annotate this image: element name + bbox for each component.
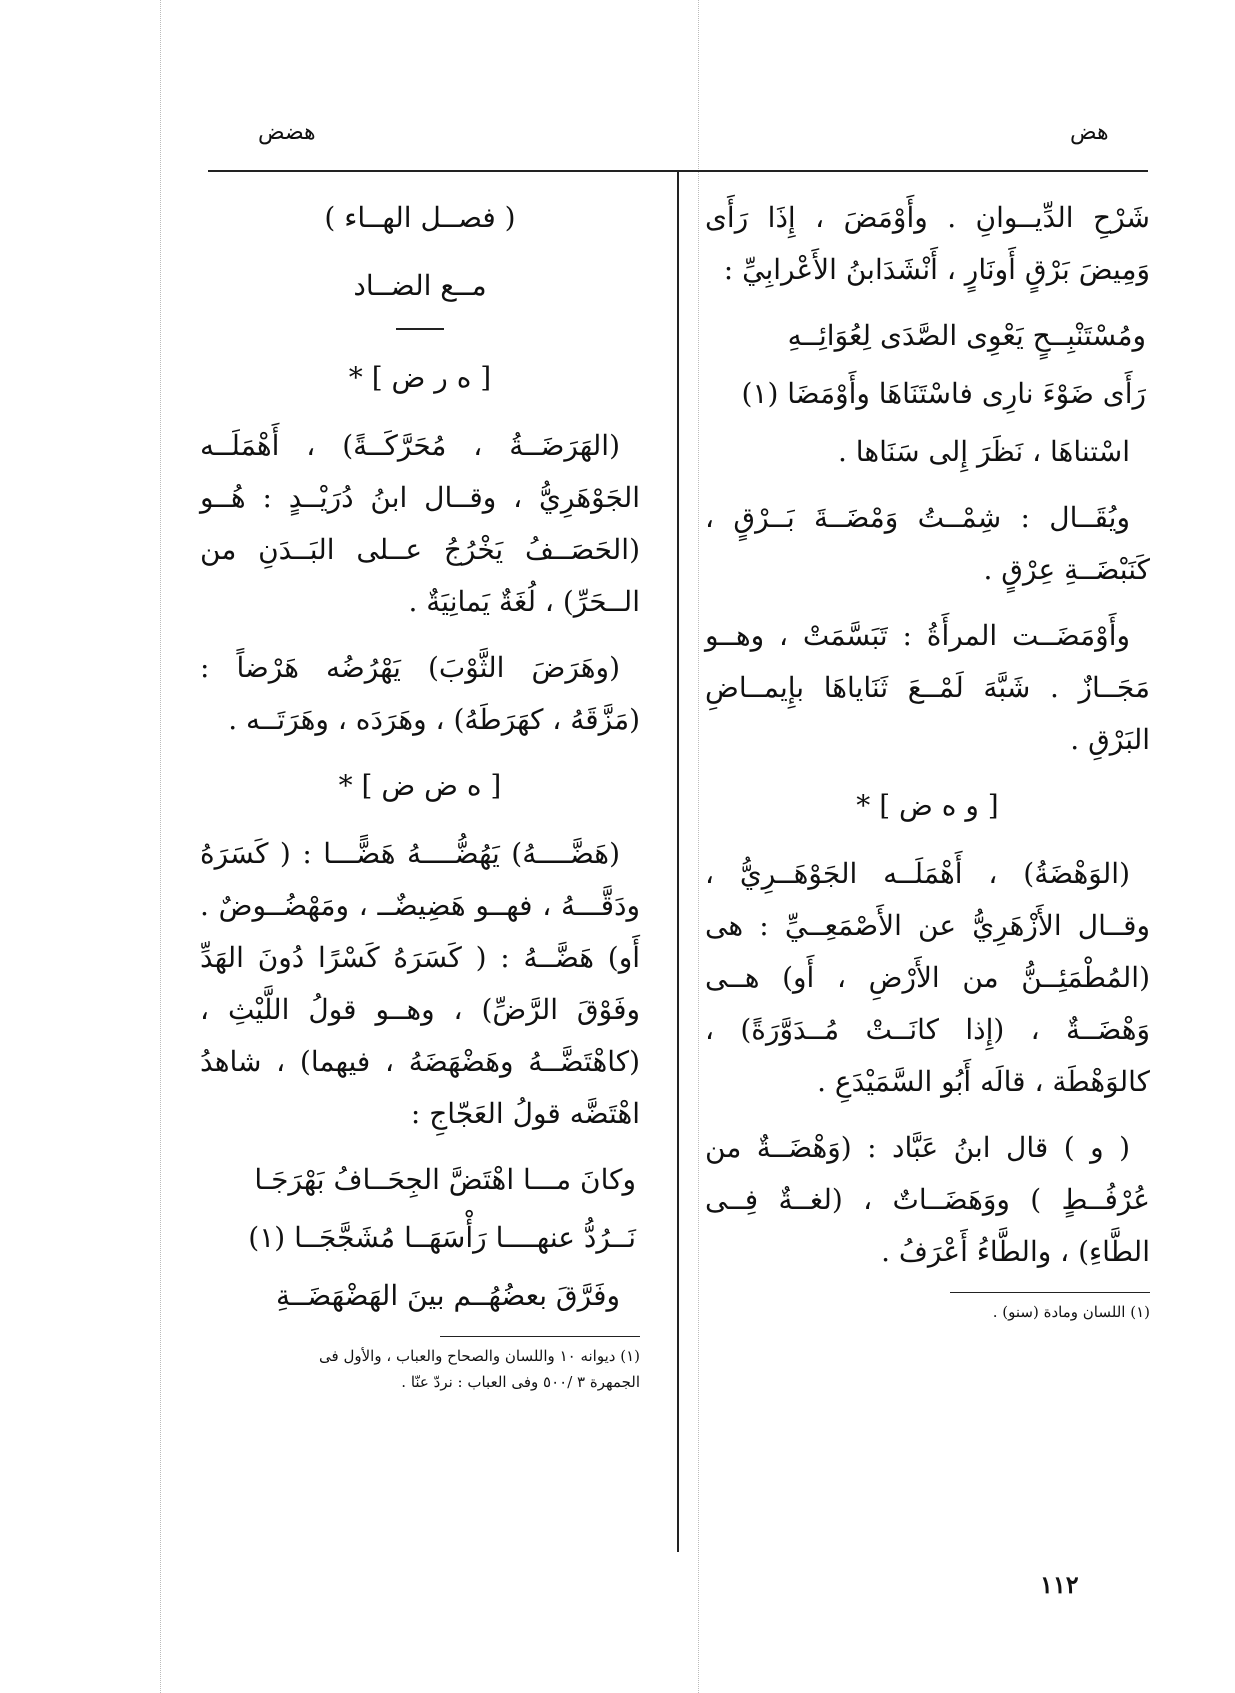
page-number: ١١٢ <box>1040 1570 1079 1599</box>
paragraph: (الوَهْضَةُ) ، أَهْمَلَــه الجَوْهَــرِيُّ ، وقــال الأَزْهَرِيُّ عن الأَصْمَعِــيِّ : هى (المُطْمَئِــنُّ من الأَرْضِ ، أَو) هــى وَهْضَــةٌ ، (إِذا كانَــتْ مُــدَوَّرَةً) ، كالوَهْطَة ، قالَه أَبُو السَّمَيْدَعِ . <box>705 857 1150 1098</box>
footnote-rule <box>440 1336 640 1337</box>
paragraph: ( و ) قال ابنُ عَبَّاد : (وَهْضَــةٌ من عُرْفُــطٍ ) ووَهَضَــاتٌ ، (لغــةٌ فِــى الطَّاءِ) ، والطَّاءُ أَعْرَفُ . <box>705 1131 1150 1268</box>
scan-guide-line <box>160 0 161 1693</box>
section-subtitle: مــع الضــاد <box>353 269 487 302</box>
paragraph: وأَوْمَضَــت المرأَةُ : تَبَسَّمَتْ ، وهــو مَجَــازٌ . شَبَّهَ لَمْــعَ ثَنَاياهَا بإِيمــاضِ البَرْقِ . <box>705 619 1150 756</box>
paragraph: ويُقَــال : شِمْــتُ وَمْضَــةَ بَــرْقٍ ، كَنَبْضَــةِ عِرْقٍ . <box>705 501 1150 586</box>
paragraph: وفَرَّقَ بعضُهُــم بينَ الهَضْهَضَــةِ <box>276 1279 620 1312</box>
verse-line: ومُسْتَنْبِــحٍ يَعْوِى الصَّدَى لِعُوَائِــهِ <box>787 319 1146 352</box>
running-head-left: هضض <box>258 120 316 145</box>
entry-heading: [ و ه ض ] * <box>856 789 999 822</box>
right-column <box>705 192 1150 1325</box>
paragraph: اسْتناهَا ، نَظَرَ إِلى سَنَاها . <box>837 435 1130 468</box>
paragraph: شَرْحِ الدِّيــوانِ . وأَوْمَضَ ، إِذَا رَأَى وَمِيضَ بَرْقٍ أَونَارٍ ، أَنْشَدَابنُ الأَعْرابِيِّ : <box>705 201 1150 286</box>
verse-line: وكانَ مـــا اهْتَضَّ الجِحَــافُ بَهْرَجَـا <box>254 1163 636 1196</box>
paragraph: (هَضَّــــهُ) يَهُضُّــــهُ هَضًّـــا : ( كَسَرَهُ ودَقَّـــهُ ، فهــو هَضِيضٌــ ، ومَهْضُــوضٌ . أَو) هَضَّــهُ : ( كَسَرَهُ كَسْرًا دُونَ الهَدِّ وفَوْقَ الرَّضِّ) ، وهــو قولُ اللَّيْثِ ، (كاهْتَضَّــهُ وهَضْهَضَهُ ، فيهما) ، شاهدُ اهْتَضَّه قولُ العَجّاجِ : <box>200 837 641 1130</box>
verse-line: نَــرُدُّ عنهــــا رَأْسَهَــا مُشَجَّجَــا (١) <box>248 1221 636 1254</box>
footnote-rule <box>950 1292 1150 1293</box>
paragraph: (وهَرَضَ الثَّوْبَ) يَهْرُضُه هَرْضاً : (مَزَّقَهُ ، كهَرَطَهُ) ، وهَرَدَه ، وهَرَتَــه . <box>200 651 640 736</box>
section-title: ( فصــل الهــاء ) <box>324 201 516 234</box>
column-divider <box>677 172 679 1552</box>
running-head-right: هض <box>1070 120 1109 145</box>
left-column <box>200 192 640 1395</box>
footnote: الجمهرة ٣ /٥٠٠ وفى العباب : نردّ عنّا . <box>401 1373 640 1391</box>
paragraph: (الهَرَضَــةُ ، مُحَرَّكَــةً) ، أَهْمَلَــه الجَوْهَرِيُّ ، وقــال ابنُ دُرَيْــدٍ : هُــو (الحَصَــفُ يَخْرُجُ عــلى البَــدَنِ من الــحَرِّ) ، لُغَةٌ يَمانِيَةٌ . <box>200 429 640 618</box>
entry-heading: [ ه ر ض ] * <box>348 361 492 394</box>
entry-heading: [ ه ض ض ] * <box>338 769 502 802</box>
scan-guide-line <box>698 0 699 1693</box>
footnote: (١) ديوانه ١٠ واللسان والصحاح والعباب ، والأول فى <box>319 1347 640 1365</box>
verse-line: رَأَى ضَوْءَ نارِى فاسْتَنَاهَا وأَوْمَضَا (١) <box>741 377 1146 410</box>
footnote: (١) اللسان ومادة (سنو) . <box>992 1303 1150 1321</box>
section-rule <box>396 328 444 330</box>
